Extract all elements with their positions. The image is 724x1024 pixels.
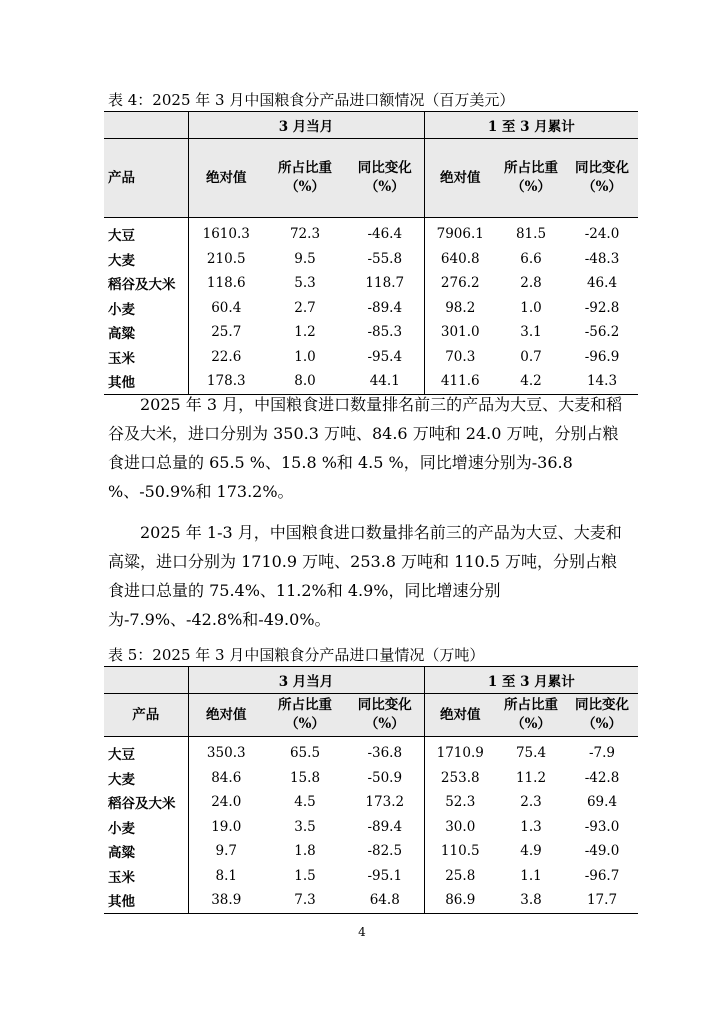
ytd-yoy: -92.8 <box>584 299 620 316</box>
ytd-share: 75.4 <box>515 745 547 762</box>
ytd-share: 11.2 <box>515 769 547 786</box>
ytd-share: 2.8 <box>520 275 542 292</box>
ytd-abs: 86.9 <box>424 888 496 913</box>
month-yoy: 173.2 <box>346 790 424 815</box>
ytd-abs: 253.8 <box>440 769 480 786</box>
table4-col-month-abs: 绝对值 <box>188 139 264 218</box>
paragraph-jan-mar: 2025 年 1-3 月，中国粮食进口数量排名前三的产品为大豆、大麦和高粱，进口分别为 1710.9 万吨、253.8 万吨和 110.5 万吨，分别占粮食进口总量的 75.4%、11.2%和 4.9%，同比增速分别为-7.9%、-42.8%和-49.0%。 <box>108 523 622 629</box>
table4-col-month-share: 所占比重 （%） <box>264 139 346 218</box>
product-name: 其他 <box>104 888 188 913</box>
ytd-abs: 98.2 <box>445 299 476 316</box>
table4-caption: 表 4：2025 年 3 月中国粮食分产品进口额情况（百万美元） <box>108 91 515 109</box>
product-name: 大豆 <box>108 747 135 764</box>
ytd-yoy: -96.9 <box>584 348 620 365</box>
ytd-share: 6.6 <box>520 250 542 267</box>
ytd-share: 1.3 <box>520 818 542 835</box>
product-name: 大麦 <box>108 771 135 788</box>
ytd-yoy: -49.0 <box>584 843 620 860</box>
table4-col-month-yoy: 同比变化 （%） <box>346 139 424 218</box>
ytd-abs: 25.8 <box>445 867 476 884</box>
table4-col-product: 产品 <box>104 139 188 218</box>
table-row <box>104 888 638 913</box>
month-share: 1.0 <box>294 348 316 365</box>
ytd-yoy: -56.2 <box>584 324 620 341</box>
month-abs: 8.1 <box>188 864 264 889</box>
ytd-share: 4.9 <box>520 843 542 860</box>
product-name: 小麦 <box>108 301 135 318</box>
table-row <box>104 737 638 766</box>
table5-col-month-yoy: 同比变化 （%） <box>346 694 424 737</box>
month-abs: 25.7 <box>188 320 264 345</box>
table-row <box>104 790 638 815</box>
page-number: 4 <box>358 925 366 939</box>
table5-col-ytd-yoy: 同比变化 （%） <box>566 694 638 737</box>
month-yoy: -50.9 <box>346 766 424 791</box>
ytd-abs: 52.3 <box>445 794 476 811</box>
product-name: 玉米 <box>108 869 135 886</box>
month-abs: 210.5 <box>188 247 264 272</box>
ytd-abs: 30.0 <box>445 818 476 835</box>
month-share: 4.5 <box>294 794 316 811</box>
month-yoy: 64.8 <box>346 888 424 913</box>
month-abs: 84.6 <box>188 766 264 791</box>
month-abs: 60.4 <box>188 296 264 321</box>
month-abs: 19.0 <box>188 815 264 840</box>
table-row <box>104 839 638 864</box>
month-yoy: 118.7 <box>346 271 424 296</box>
month-yoy: -55.8 <box>346 247 424 272</box>
month-abs: 178.3 <box>188 369 264 394</box>
ytd-share: 81.5 <box>515 226 547 243</box>
paragraph-march: 2025 年 3 月，中国粮食进口数量排名前三的产品为大豆、大麦和稻谷及大米，进口分别为 350.3 万吨、84.6 万吨和 24.0 万吨，分别占粮食进口总量的 65.5 %、15.8 %和 4.5 %，同比增速分别为-36.8 %、-50.9%和 173.2%。 <box>108 395 623 501</box>
ytd-abs: 110.5 <box>440 843 480 860</box>
product-name: 小麦 <box>108 820 135 837</box>
month-share: 2.7 <box>294 299 316 316</box>
month-abs: 118.6 <box>188 271 264 296</box>
ytd-share: 3.1 <box>520 324 542 341</box>
month-share: 1.2 <box>294 324 316 341</box>
month-yoy: -95.1 <box>346 864 424 889</box>
month-share: 1.5 <box>294 867 316 884</box>
table5-col-product: 产品 <box>104 694 188 737</box>
table5-caption: 表 5：2025 年 3 月中国粮食分产品进口量情况（万吨） <box>108 646 485 664</box>
month-yoy: -82.5 <box>346 839 424 864</box>
ytd-yoy: 17.7 <box>566 888 638 913</box>
ytd-yoy: -93.0 <box>584 818 620 835</box>
table-row <box>104 296 638 321</box>
month-share: 8.0 <box>264 369 346 394</box>
ytd-yoy: -96.7 <box>584 867 620 884</box>
product-name: 其他 <box>104 369 188 394</box>
ytd-share: 1.0 <box>520 299 542 316</box>
table4-col-ytd-share: 所占比重 （%） <box>496 139 566 218</box>
table5-group-month: 3 月当月 <box>188 667 424 694</box>
month-share: 3.5 <box>294 818 316 835</box>
table5-col-month-abs: 绝对值 <box>188 694 264 737</box>
ytd-share: 2.3 <box>520 794 542 811</box>
product-name: 稻谷及大米 <box>108 277 176 294</box>
table-row <box>104 766 638 791</box>
ytd-share: 0.7 <box>520 348 542 365</box>
table-row <box>104 218 638 247</box>
month-yoy: -89.4 <box>346 815 424 840</box>
month-share: 1.8 <box>294 843 316 860</box>
month-yoy: -46.4 <box>346 218 424 247</box>
table4-group-ytd: 1 至 3 月累计 <box>424 112 638 139</box>
ytd-share: 3.8 <box>496 888 566 913</box>
ytd-share: 4.2 <box>496 369 566 394</box>
product-name: 大豆 <box>108 228 135 245</box>
month-share: 9.5 <box>294 250 316 267</box>
table-row <box>104 815 638 840</box>
ytd-yoy: 46.4 <box>586 275 618 292</box>
ytd-abs: 7906.1 <box>436 226 484 243</box>
ytd-abs: 301.0 <box>440 324 480 341</box>
table4 <box>104 111 638 395</box>
month-share: 65.5 <box>289 745 321 762</box>
table4-col-ytd-abs: 绝对值 <box>424 139 496 218</box>
ytd-abs: 411.6 <box>424 369 496 394</box>
ytd-yoy: 14.3 <box>566 369 638 394</box>
table5-col-month-share: 所占比重 （%） <box>264 694 346 737</box>
product-name: 高粱 <box>108 845 135 862</box>
table-row <box>104 247 638 272</box>
month-share: 72.3 <box>289 226 321 243</box>
month-abs: 38.9 <box>188 888 264 913</box>
month-yoy: -85.3 <box>346 320 424 345</box>
ytd-yoy: 69.4 <box>586 794 618 811</box>
table4-group-month: 3 月当月 <box>188 112 424 139</box>
ytd-yoy: -48.3 <box>584 250 620 267</box>
table-row <box>104 864 638 889</box>
month-yoy: -36.8 <box>346 737 424 766</box>
table5-col-ytd-share: 所占比重 （%） <box>496 694 566 737</box>
month-share: 7.3 <box>264 888 346 913</box>
month-yoy: -95.4 <box>346 345 424 370</box>
ytd-yoy: -24.0 <box>584 226 620 243</box>
month-yoy: -89.4 <box>346 296 424 321</box>
table5 <box>104 666 638 914</box>
product-name: 玉米 <box>108 350 135 367</box>
month-yoy: 44.1 <box>346 369 424 394</box>
month-abs: 1610.3 <box>188 218 264 247</box>
table5-col-ytd-abs: 绝对值 <box>424 694 496 737</box>
ytd-abs: 276.2 <box>440 275 480 292</box>
ytd-abs: 1710.9 <box>436 745 484 762</box>
month-abs: 22.6 <box>188 345 264 370</box>
month-abs: 9.7 <box>188 839 264 864</box>
table5-group-ytd: 1 至 3 月累计 <box>424 667 638 694</box>
month-share: 15.8 <box>289 769 321 786</box>
month-abs: 24.0 <box>188 790 264 815</box>
month-abs: 350.3 <box>188 737 264 766</box>
ytd-yoy: -7.9 <box>588 745 616 762</box>
product-name: 高粱 <box>108 326 135 343</box>
table-row <box>104 345 638 370</box>
table4-col-ytd-yoy: 同比变化 （%） <box>566 139 638 218</box>
table-row <box>104 271 638 296</box>
product-name: 稻谷及大米 <box>108 796 176 813</box>
ytd-abs: 70.3 <box>445 348 476 365</box>
table-row <box>104 320 638 345</box>
product-name: 大麦 <box>108 252 135 269</box>
ytd-share: 1.1 <box>520 867 542 884</box>
month-share: 5.3 <box>294 275 316 292</box>
ytd-yoy: -42.8 <box>584 769 620 786</box>
ytd-abs: 640.8 <box>440 250 480 267</box>
